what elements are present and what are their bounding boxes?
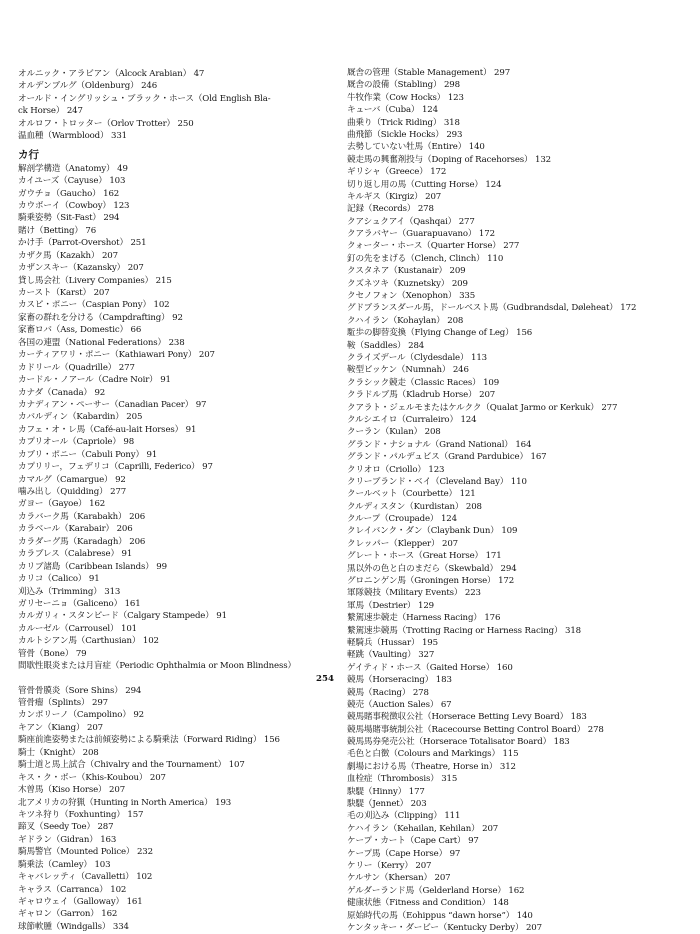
index-entry: カイユーズ（Cayuse） 103	[18, 176, 126, 187]
index-entry: カリブ諸島（Caribbean Islands） 99	[18, 561, 167, 572]
index-entry: 駃騠（Jennet） 203	[347, 799, 427, 810]
index-entry: 繋駕速歩競走（Harness Racing） 176	[347, 613, 501, 624]
index-entry: 各国の連盟（National Federations） 238	[18, 337, 185, 348]
index-entry: 騎乗姿勢（Sit-Fast） 294	[18, 213, 120, 224]
index-entry: ck Horse） 247	[18, 106, 83, 117]
index-entry: 競馬（Horseracing） 183	[347, 675, 452, 686]
index-entry: 管骨瘤（Splints） 297	[18, 698, 108, 708]
index-entry: 騎乗法（Camley） 103	[18, 859, 111, 870]
index-entry: ガリセーニョ（Galiceno） 161	[18, 598, 141, 609]
index-entry: カーティアワリ・ポニー（Kathiawari Pony） 207	[18, 350, 215, 361]
index-entry: ガヨー（Gayoe） 162	[18, 499, 106, 510]
index-entry: カザンスキー（Kazansky） 207	[18, 263, 144, 274]
index-entry: カルトシアン馬（Carthusian） 102	[18, 636, 159, 647]
index-entry: 騎馬警官（Mounted Police） 232	[18, 847, 153, 858]
index-entry: キルギス（Kirgiz） 207	[347, 191, 442, 202]
index-entry: カードル・ノアール（Cadre Noir） 91	[18, 375, 171, 386]
index-entry: クォーター・ホース（Quarter Horse） 277	[347, 241, 520, 252]
index-entry: 原始時代の馬（Eohippus “dawn horse”） 140	[347, 910, 533, 921]
index-entry: オルロフ・トロッター（Orlov Trotter） 250	[18, 118, 194, 129]
index-entry: オルデンブルグ（Oldenburg） 246	[18, 81, 158, 92]
entry-group-ka	[18, 163, 336, 673]
index-entry: 軍馬（Destrier） 129	[347, 600, 434, 611]
index-entry: 家畜の群れを分ける（Campdrafting） 92	[18, 312, 183, 323]
index-entry: クリーブランド・ベイ（Cleveland Bay） 110	[347, 476, 527, 487]
index-entry: カザク馬（Kazakh） 207	[18, 250, 118, 261]
index-entry: カスピ・ポニー（Caspian Pony） 102	[18, 300, 170, 311]
index-entry: ゲイティド・ホース（Gaited Horse） 160	[347, 662, 513, 673]
page-number: 254	[316, 673, 334, 684]
index-entry: クループ（Croupade） 124	[347, 514, 457, 525]
index-entry: 毛色と白徴（Colours and Markings） 115	[347, 749, 519, 760]
index-entry: 記録（Records） 278	[347, 204, 434, 215]
index-entry: カルーゼル（Carrousel） 101	[18, 623, 137, 634]
index-entry: 北アメリカの狩猟（Hunting in North America） 193	[18, 797, 232, 808]
index-entry: クラシック競走（Classic Races） 109	[347, 377, 500, 388]
index-entry: クリオロ（Criollo） 123	[347, 464, 445, 475]
index-entry: 駈歩の脚替変換（Flying Change of Leg） 156	[347, 328, 533, 339]
index-entry: 騎士道と馬上試合（Chivalry and the Tournament） 107	[18, 760, 245, 771]
index-entry: オルニック・アラビアン（Alcock Arabian） 47	[18, 69, 205, 79]
index-entry: 貸し馬会社（Livery Companies） 215	[18, 275, 172, 286]
index-entry: カラバーク馬（Karabakh） 206	[18, 511, 146, 522]
index-entry: カマルグ（Camargue） 92	[18, 474, 126, 485]
index-entry: 曲乗り（Trick Riding） 318	[347, 117, 460, 128]
entry-group-o	[18, 68, 336, 143]
index-entry: クアラト・ジェルモまたはケルクク（Qualat Jarmo or Kerkuk） 277	[347, 402, 618, 413]
index-entry: 劇場における馬（Theatre, Horse in） 312	[347, 761, 516, 772]
index-entry: カリコ（Calico） 91	[18, 574, 100, 585]
index-entry: 競馬場賭事統制公社（Racecourse Betting Control Board） 278	[347, 724, 604, 735]
index-entry: カースト（Karst） 207	[18, 288, 110, 298]
index-entry: クアラバヤー（Guarapuavano） 172	[347, 229, 495, 240]
index-entry: カラベール（Karabair） 206	[18, 524, 133, 535]
index-entry: 家畜ロバ（Ass, Domestic） 66	[18, 325, 142, 336]
index-entry: 繋駕速歩競馬（Trotting Racing or Harness Racing） 318	[347, 625, 581, 636]
index-entry: 駃騠（Hinny） 177	[347, 786, 425, 797]
index-entry: 管骨（Bone） 79	[18, 648, 87, 659]
index-entry: グレート・ホース（Great Horse） 171	[347, 551, 502, 562]
index-entry: ギドラン（Gidran） 163	[18, 834, 117, 845]
index-entry: 軽跳（Vaulting） 327	[347, 650, 435, 661]
index-entry: 鞍型ビッケン（Numnah） 246	[347, 365, 469, 376]
index-entry: 曲飛節（Sickle Hocks） 293	[347, 129, 463, 140]
index-entry: キアン（Kiang） 207	[18, 722, 103, 733]
index-entry: クスタネア（Kustanair） 209	[347, 266, 466, 277]
index-entry: カラダーグ馬（Karadagh） 206	[18, 536, 146, 547]
index-entry: グドブランスダール馬，ドールベスト馬（Gudbrandsdal, Døleheat） 172	[347, 303, 637, 314]
index-entry: キャラス（Carranca） 102	[18, 884, 127, 895]
index-entry: カフェ・オ・レ馬（Café-au-lait Horses） 91	[18, 424, 197, 435]
index-entry: 切り返し用の馬（Cutting Horse） 124	[347, 179, 502, 190]
index-entry: 軽騎兵（Hussar） 195	[347, 637, 438, 648]
index-entry: 騎士（Knight） 208	[18, 747, 99, 758]
index-entry: 騎座前進姿勢または前傾姿勢による騎乗法（Forward Riding） 156	[18, 735, 280, 746]
index-entry: 去勢していない牡馬（Entire） 140	[347, 142, 485, 153]
index-entry: ケハイラン（Kehailan, Kehilan） 207	[347, 823, 499, 834]
index-entry: クルディスタン（Kurdistan） 208	[347, 501, 482, 512]
index-entry: 管骨骨膜炎（Sore Shins） 294	[18, 685, 142, 696]
index-entry: 健康状態（Fitness and Condition） 148	[347, 898, 509, 909]
index-entry: クズネツキ（Kuznetsky） 209	[347, 278, 468, 289]
index-entry: グランド・パルデュビス（Grand Pardubice） 167	[347, 452, 547, 463]
index-entry: 解剖学構造（Anatomy） 49	[18, 163, 128, 174]
index-entry: キス・ク・ボー（Khis-Koubou） 207	[18, 772, 166, 783]
index-entry: 競走馬の興奮剤投与（Doping of Racehorses） 132	[347, 154, 551, 165]
index-entry: ケープ馬（Cape Horse） 97	[347, 848, 461, 859]
index-entry: ギャロン（Garron） 162	[18, 909, 118, 920]
index-entry: カプリリー，フェデリコ（Caprilli, Federico） 97	[18, 462, 213, 473]
index-entry: カルガリィ・スタンピード（Calgary Stampede） 91	[18, 611, 227, 622]
index-entry: カナディアン・ペーサー（Canadian Pacer） 97	[18, 399, 207, 410]
index-entry: 木曽馬（Kiso Horse） 207	[18, 785, 126, 796]
index-entry: 球節軟腫（Windgalls） 334	[18, 921, 129, 932]
index-entry: 間歇性眼炎または月盲症（Periodic Ophthalmia or Moon Blindness）	[18, 661, 296, 672]
index-entry: ケープ・カート（Cape Cart） 97	[347, 836, 479, 847]
index-entry: かけ手（Parrot-Overshot） 251	[18, 238, 147, 249]
index-entry: キツネ狩り（Foxhunting） 157	[18, 809, 144, 820]
index-entry: ガウチョ（Gaucho） 162	[18, 188, 120, 199]
index-entry: クセノフォン（Xenophon） 335	[347, 291, 476, 302]
index-entry: クアシュクアイ（Qashqai） 277	[347, 216, 475, 227]
index-entry: 厩舎の管理（Stable Management） 297	[347, 68, 511, 78]
index-entry: ケンタッキー・ダービー（Kentucky Derby） 207	[347, 922, 542, 933]
index-entry: クーラン（Kulan） 208	[347, 427, 441, 438]
index-entry: ギリシャ（Greece） 172	[347, 167, 447, 178]
left-column	[18, 68, 336, 933]
index-entry: カラブレス（Calabrese） 91	[18, 549, 133, 560]
index-entry: 血栓症（Thrombosis） 315	[347, 774, 458, 785]
index-entry: 競馬賭事税徴収公社（Horserace Betting Levy Board） 183	[347, 712, 587, 723]
index-entry: 厩舎の設備（Stabling） 298	[347, 80, 460, 91]
index-entry: クラドルブ馬（Kladrub Horse） 207	[347, 390, 496, 401]
index-entry: クハイラン（Kohaylan） 208	[347, 315, 464, 326]
index-entry: カナダ（Canada） 92	[18, 387, 106, 398]
index-entry: 刈込み（Trimming） 313	[18, 586, 121, 597]
index-entry: キャバレッティ（Cavalletti） 102	[18, 872, 153, 883]
index-entry: グロニンゲン馬（Groningen Horse） 172	[347, 576, 515, 587]
index-entry: 賭け（Betting） 76	[18, 225, 97, 236]
index-entry: 競馬（Racing） 278	[347, 687, 429, 698]
index-entry: クレッパー（Klepper） 207	[347, 538, 458, 549]
entry-group-ki-ke	[347, 67, 692, 934]
index-entry: ケルサン（Khersan） 207	[347, 873, 451, 884]
index-entry: カプリオール（Capriole） 98	[18, 437, 135, 448]
index-entry: カドリール（Quadrille） 277	[18, 362, 135, 373]
index-entry: クレイバンク・ダン（Claybank Dun） 109	[347, 526, 518, 537]
index-entry: 噛み出し（Quidding） 277	[18, 487, 127, 497]
index-entry: カウボーイ（Cowboy） 123	[18, 200, 130, 211]
index-entry: クライズデール（Clydesdale） 113	[347, 352, 487, 363]
index-entry: オールド・イングリッシュ・ブラック・ホース（Old English Bla-	[18, 93, 271, 104]
right-column	[347, 67, 692, 934]
index-entry: キューバ（Cuba） 124	[347, 105, 438, 116]
index-entry: 牛牧作業（Cow Hocks） 123	[347, 92, 464, 103]
section-heading: カ行	[18, 148, 39, 161]
index-entry: 温血種（Warmblood） 331	[18, 131, 127, 142]
index-entry: ギャロウェイ（Galloway） 161	[18, 897, 143, 907]
index-entry: 毛の刈込み（Clipping） 111	[347, 811, 461, 822]
index-entry: クールベット（Courbette） 121	[347, 489, 476, 500]
index-entry: クルシエイロ（Curraleiro） 124	[347, 414, 477, 425]
index-entry: 競売（Auction Sales） 67	[347, 699, 452, 710]
index-entry: カブリ・ポニー（Cabuli Pony） 91	[18, 449, 158, 460]
index-entry: 鞍（Saddles） 284	[347, 340, 425, 351]
index-entry: 釘の先をまげる（Clench, Clinch） 110	[347, 253, 504, 264]
index-entry: カンポリーノ（Campolino） 92	[18, 710, 144, 721]
entry-group-ka-continued	[18, 685, 336, 934]
index-entry: 蹄叉（Seedy Toe） 287	[18, 822, 114, 833]
index-entry: 競馬馬券発売公社（Horserace Totalisator Board） 183	[347, 737, 570, 748]
index-entry: ゲルダーランド馬（Gelderland Horse） 162	[347, 885, 525, 896]
index-entry: 軍隊競技（Military Events） 223	[347, 588, 481, 599]
index-entry: カバルディン（Kabardin） 205	[18, 412, 143, 423]
index-entry: 黒以外の色と白のまだら（Skewbald） 294	[347, 563, 517, 574]
index-entry: ケリー（Kerry） 207	[347, 861, 432, 871]
index-entry: グランド・ナショナル（Grand National） 164	[347, 439, 532, 450]
